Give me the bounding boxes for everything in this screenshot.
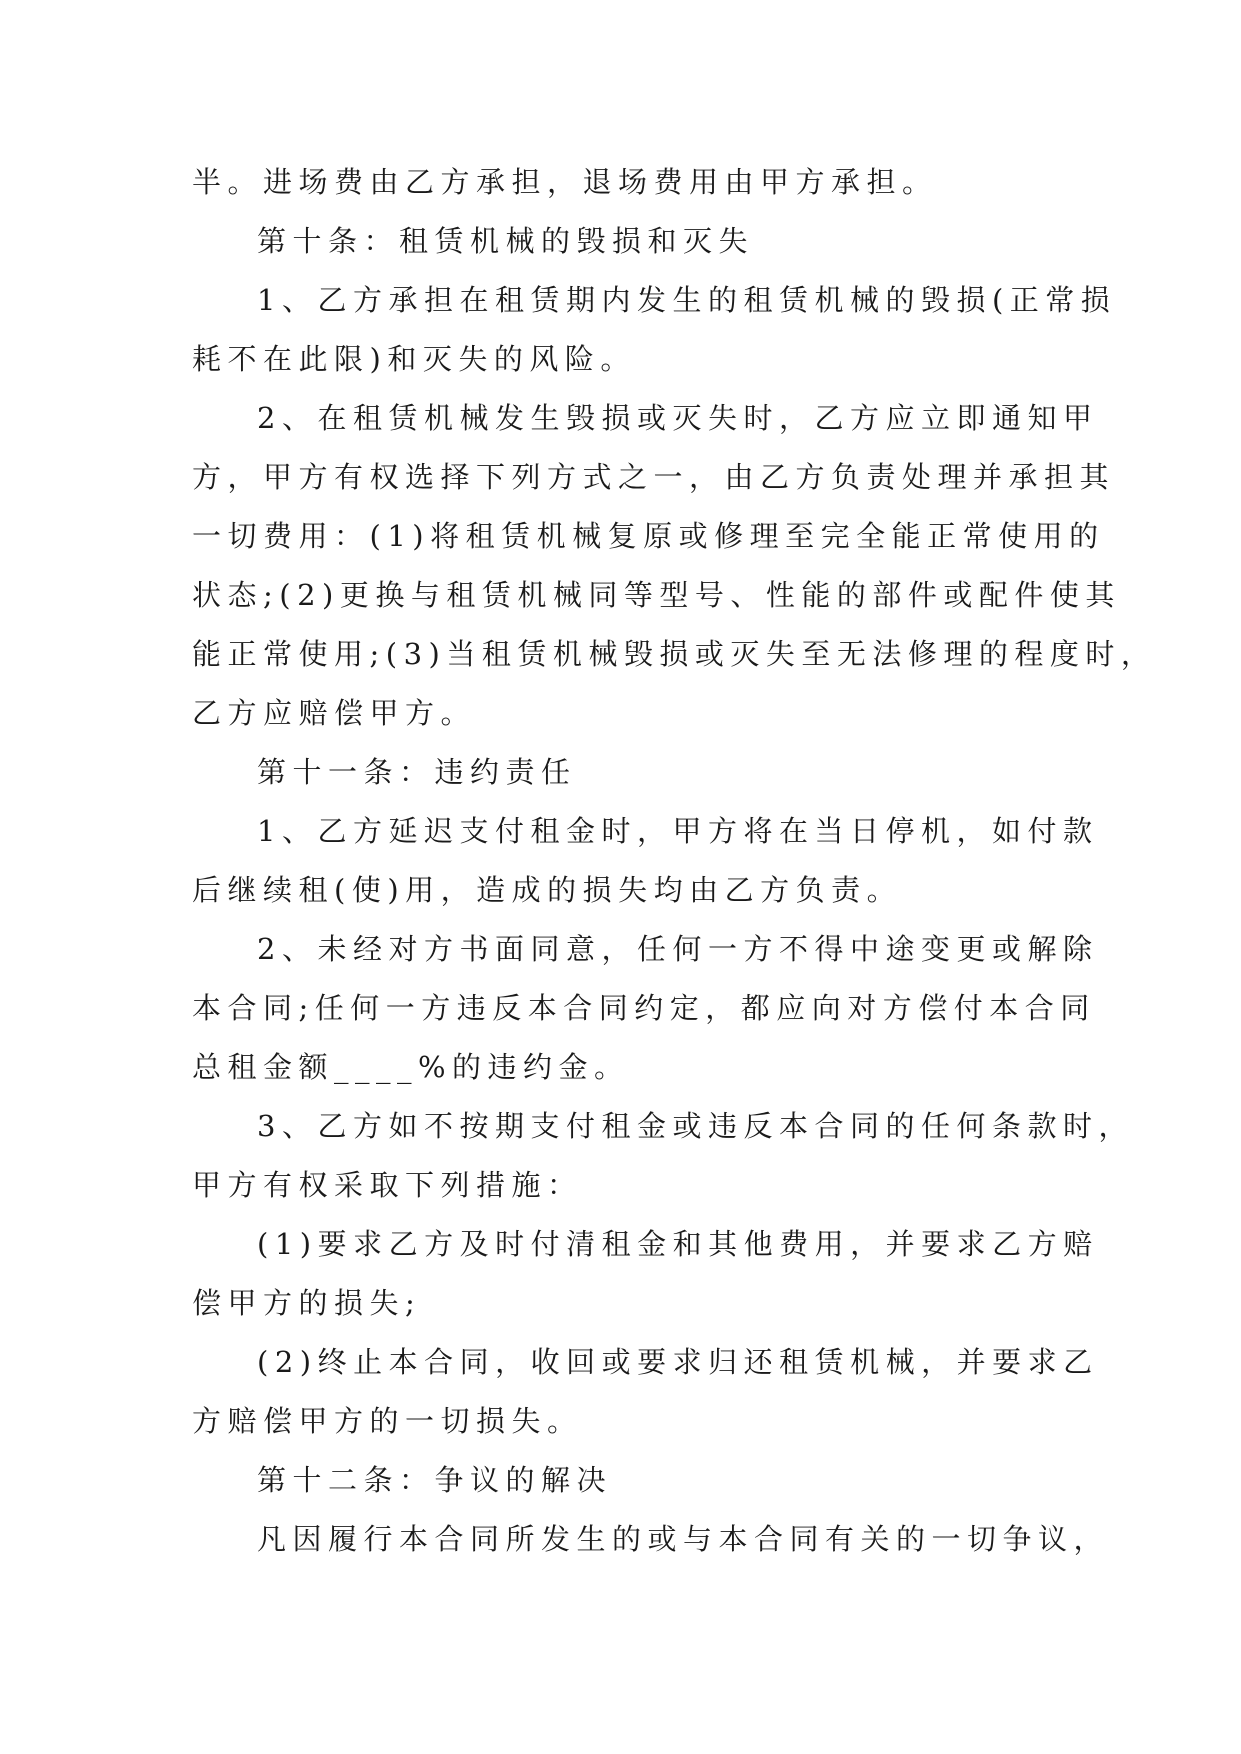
text-line: (1)要求乙方及时付清租金和其他费用，并要求乙方赔 <box>257 1227 1099 1261</box>
text-line: 2、未经对方书面同意，任何一方不得中途变更或解除 <box>257 932 1099 966</box>
text-line: 后继续租(使)用，造成的损失均由乙方负责。 <box>192 873 903 907</box>
text-line: 总租金额____%的违约金。 <box>192 1050 630 1084</box>
text-line: 能正常使用;(3)当租赁机械毁损或灭失至无法修理的程度时， <box>192 637 1157 671</box>
text-line: 方，甲方有权选择下列方式之一，由乙方负责处理并承担其 <box>192 460 1116 494</box>
contract-text-body <box>192 153 1157 1569</box>
article-12-heading: 第十二条：争议的解决 <box>257 1463 613 1497</box>
text-line: 偿甲方的损失; <box>192 1286 422 1320</box>
text-line: 方赔偿甲方的一切损失。 <box>192 1404 583 1438</box>
text-line: 乙方应赔偿甲方。 <box>192 696 477 730</box>
text-line: 2、在租赁机械发生毁损或灭失时，乙方应立即通知甲 <box>257 401 1099 435</box>
text-line: 一切费用：(1)将租赁机械复原或修理至完全能正常使用的 <box>192 519 1105 553</box>
text-line: 半。进场费由乙方承担，退场费用由甲方承担。 <box>192 165 938 199</box>
text-line: 凡因履行本合同所发生的或与本合同有关的一切争议， <box>257 1522 1110 1556</box>
text-line: 耗不在此限)和灭失的风险。 <box>192 342 636 376</box>
article-10-heading: 第十条：租赁机械的毁损和灭失 <box>257 224 755 258</box>
text-line: (2)终止本合同，收回或要求归还租赁机械，并要求乙 <box>257 1345 1099 1379</box>
text-line: 状态;(2)更换与租赁机械同等型号、性能的部件或配件使其 <box>192 578 1121 612</box>
text-line: 3、乙方如不按期支付租金或违反本合同的任何条款时， <box>257 1109 1134 1143</box>
article-11-heading: 第十一条：违约责任 <box>257 755 577 789</box>
text-line: 1、乙方承担在租赁期内发生的租赁机械的毁损(正常损 <box>257 283 1117 317</box>
text-line: 甲方有权采取下列措施： <box>192 1168 583 1202</box>
text-line: 1、乙方延迟支付租金时，甲方将在当日停机，如付款 <box>257 814 1099 848</box>
text-line: 本合同;任何一方违反本合同约定，都应向对方偿付本合同 <box>192 991 1096 1025</box>
